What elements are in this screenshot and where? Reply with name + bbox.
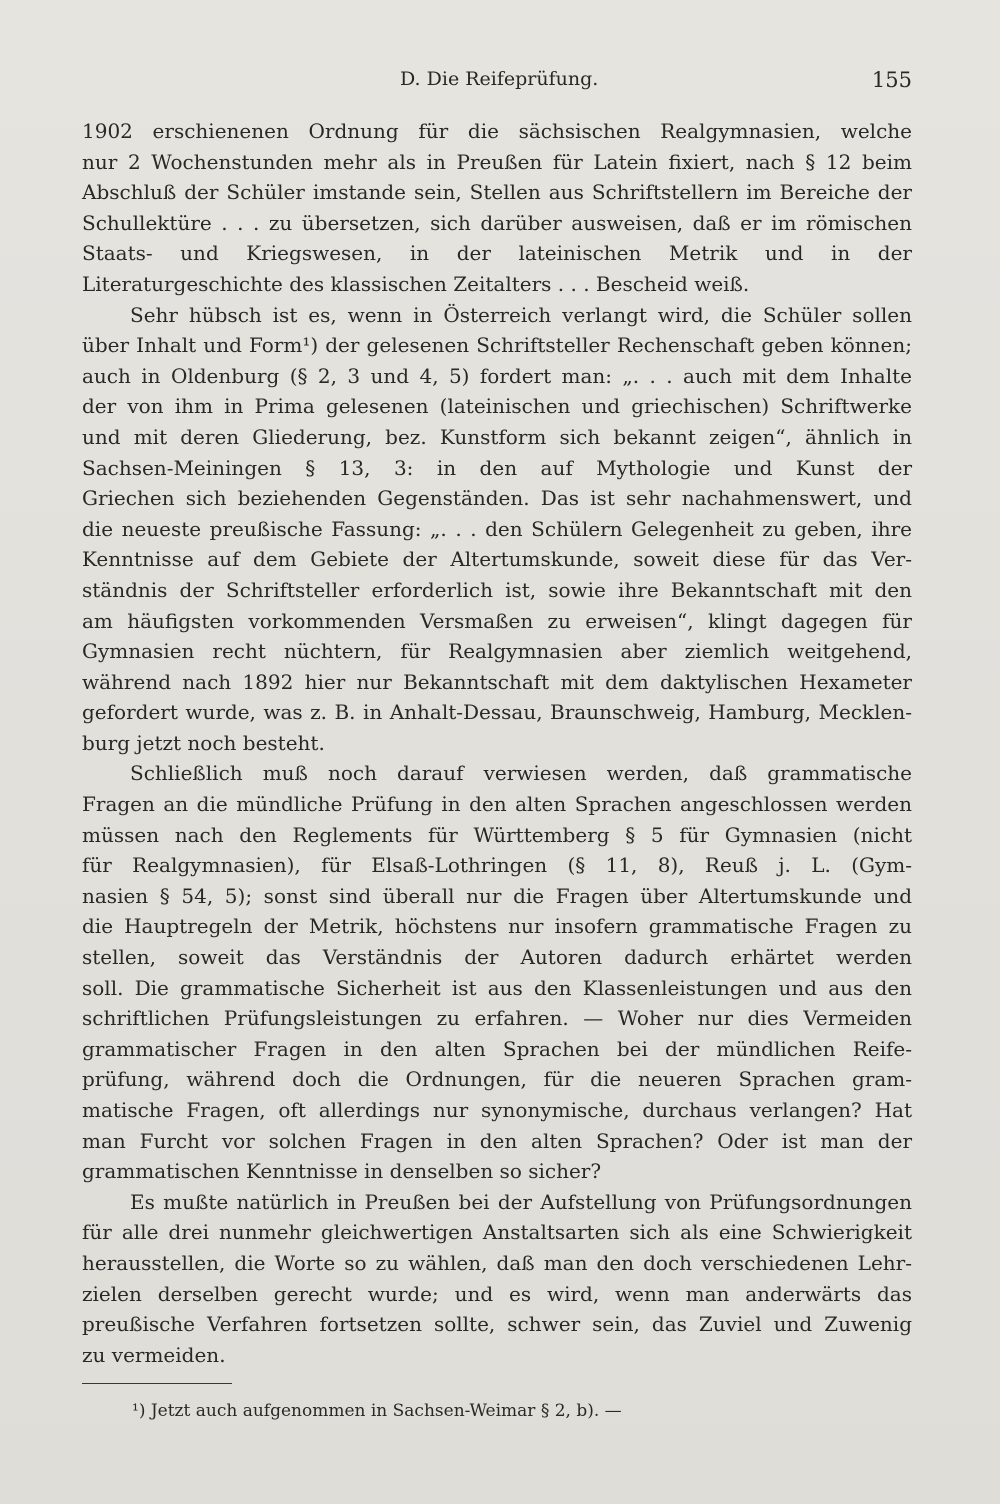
text-line: müssen nach den Reglements für Württemberg § 5 für Gymnasien (nicht [82,822,912,847]
text-line: Schließlich muß noch darauf verwiesen werden, daß grammatische [130,761,912,786]
text-line: nasien § 54, 5); sonst sind überall nur die Fragen über Altertumskunde und [82,883,912,908]
text-line: matische Fragen, oft allerdings nur synonymische, durchaus verlangen? Hat [82,1098,912,1122]
text-line: Abschluß der Schüler imstande sein, Stellen aus Schriftstellern im Bereiche der [82,180,912,205]
text-line: zielen derselben gerecht wurde; und es wird, wenn man anderwärts das [82,1281,912,1306]
text-line: auch in Oldenburg (§ 2, 3 und 4, 5) fordert man: „. . . auch mit dem Inhalte [82,363,912,388]
text-line: für Realgymnasien), für Elsaß-Lothringen (§ 11, 8), Reuß j. L. (Gym- [82,853,912,878]
text-line: grammatischer Fragen in den alten Sprachen bei der mündlichen Reife- [82,1036,912,1061]
text-line: und mit deren Gliederung, bez. Kunstform sich bekannt zeigen“, ähnlich in [82,424,912,449]
text-line: die neueste preußische Fassung: „. . . den Schülern Gelegenheit zu geben, ihre [82,516,912,541]
text-line: Sehr hübsch ist es, wenn in Österreich verlangt wird, die Schüler sollen [130,302,912,327]
text-line: Schullektüre . . . zu übersetzen, sich darüber ausweisen, daß er im römischen [82,210,912,235]
text-line: nur 2 Wochenstunden mehr als in Preußen für Latein fixiert, nach § 12 beim [82,149,912,174]
text-line: burg jetzt noch besteht. [82,730,325,755]
text-line: während nach 1892 hier nur Bekanntschaft mit dem daktylischen Hexameter [82,669,912,694]
text-line: die Hauptregeln der Metrik, höchstens nur insofern grammatische Fragen zu [82,914,912,939]
text-line: Griechen sich beziehenden Gegenständen. Das ist sehr nachahmenswert, und [82,486,912,511]
text-line: Staats- und Kriegswesen, in der lateinischen Metrik und in der [82,241,912,266]
text-line: Literaturgeschichte des klassischen Zeitalters . . . Bescheid weiß. [82,271,750,296]
text-line: ständnis der Schriftsteller erforderlich ist, sowie ihre Bekanntschaft mit den [82,577,912,602]
running-head: D. Die Reifeprüfung. [400,68,599,90]
text-line: man Furcht vor solchen Fragen in den alten Sprachen? Oder ist man der [82,1128,912,1153]
text-line: für alle drei nunmehr gleichwertigen Anstaltsarten sich als eine Schwierigkeit [82,1220,912,1245]
text-line: herausstellen, die Worte so zu wählen, daß man den doch verschiedenen Lehr- [82,1250,912,1275]
text-line: preußische Verfahren fortsetzen sollte, schwer sein, das Zuviel und Zuwenig [82,1312,912,1337]
text-line: Sachsen-Meiningen § 13, 3: in den auf Mythologie und Kunst der [82,455,912,480]
text-line: Gymnasien recht nüchtern, für Realgymnasien aber ziemlich weitgehend, [82,639,912,664]
text-line: 1902 erschienenen Ordnung für die sächsischen Realgymnasien, welche [82,119,912,143]
text-line: der von ihm in Prima gelesenen (lateinischen und griechischen) Schriftwerke [82,394,912,419]
footnote-divider [82,1383,232,1384]
text-line: Fragen an die mündliche Prüfung in den alten Sprachen angeschlossen werden [82,792,912,817]
text-line: Kenntnisse auf dem Gebiete der Altertumskunde, soweit diese für das Ver- [82,547,912,572]
text-line: über Inhalt und Form¹) der gelesenen Schriftsteller Rechenschaft geben können; [82,333,912,358]
text-line: schriftlichen Prüfungsleistungen zu erfahren. — Woher nur dies Vermeiden [82,1006,912,1031]
text-line: prüfung, während doch die Ordnungen, für die neueren Sprachen gram- [82,1067,912,1092]
text-line: grammatischen Kenntnisse in denselben so sicher? [82,1159,602,1184]
text-line: zu vermeiden. [82,1342,226,1367]
text-line: gefordert wurde, was z. B. in Anhalt-Dessau, Braunschweig, Hamburg, Mecklen- [82,700,912,725]
page-number: 155 [871,68,912,92]
text-line: stellen, soweit das Verständnis der Autoren dadurch erhärtet werden [82,945,912,970]
page-header [82,68,912,102]
body-text [82,116,912,1370]
footnote: ¹) Jetzt auch aufgenommen in Sachsen-Weimar § 2, b). — [132,1401,622,1421]
text-line: am häufigsten vorkommenden Versmaßen zu erweisen“, klingt dagegen für [82,608,912,633]
text-line: soll. Die grammatische Sicherheit ist aus den Klassenleistungen und aus den [82,975,912,1000]
text-line: Es mußte natürlich in Preußen bei der Aufstellung von Prüfungsordnungen [130,1189,912,1214]
